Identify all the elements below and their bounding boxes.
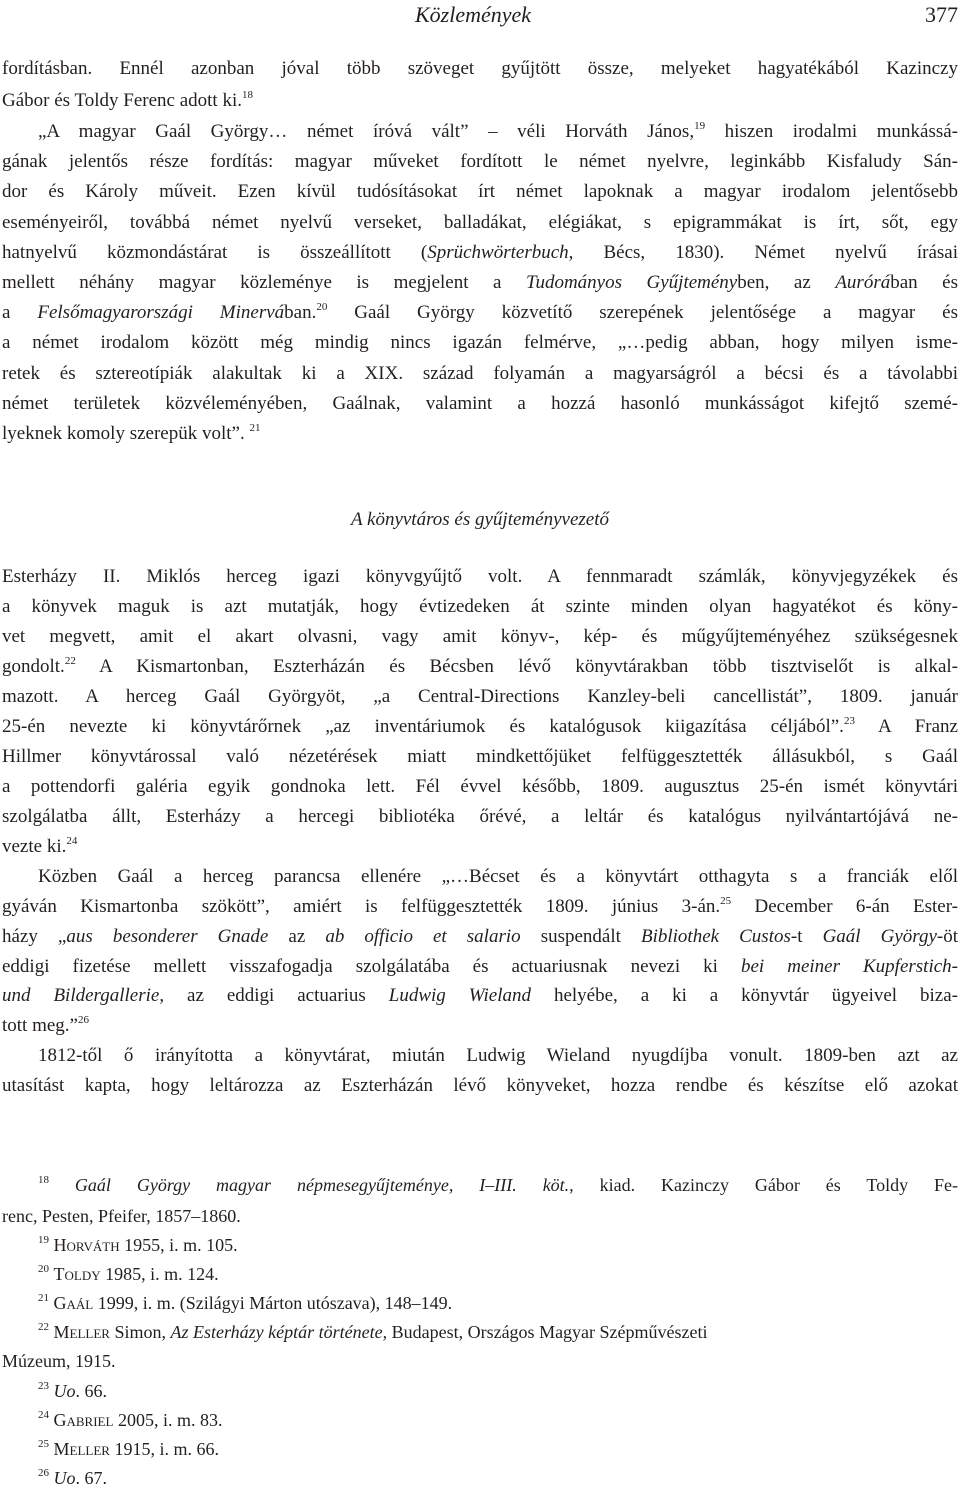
text-line: fordításban. Ennél azonban jóval több szöveget gyűjtött össze, melyeket hagyatékából Kazinczy [2, 58, 958, 79]
text-line: tott meg.”$^{26}$ [2, 1014, 89, 1036]
text-line: gondolt.$^{22}$ A Kismartonban, Eszterházán és Bécsben lévő könyvtárakban több tisztviselőt is alkal- [2, 655, 958, 677]
text-line: Közben Gaál a herceg parancsa ellenére „…Bécset és a könyvtárt otthagyta s a franciák elől [38, 866, 958, 887]
text-line: lyeknek komoly szerepük volt”. $^{21}$ [2, 422, 261, 444]
text-line: und Bildergallerie, az eddigi actuarius Ludwig Wieland helyébe, a ki a könyvtár ügyeivel biza- [2, 985, 958, 1006]
text-line: hatnyelvű közmondástárat is összeállított (Sprüchwörterbuch, Bécs, 1830). Német nyelvű írásai [2, 242, 958, 263]
text-line: a könyvek maguk is azt mutatják, hogy évtizedeken át szinte minden olyan hagyatékot és köny- [2, 596, 958, 617]
text-line: eddigi fizetése mellett visszafogadja szolgálatába és actuariusnak nevezi ki bei meiner Kupferstich- [2, 956, 958, 977]
text-line: szolgálatba állt, Esterházy a hercegi bibliotéka őrévé, a leltár és katalógus nyilvántartójává ne- [2, 806, 958, 827]
text-line: vet megvett, amit el akart olvasni, vagy amit könyv-, kép- és műgyűjteményéhez szükségesnek [2, 626, 958, 647]
footnote-ref: 23 [843, 715, 855, 727]
footnote-20: $^{20}$ Toldy 1985, i. m. 124. [38, 1263, 219, 1284]
footnote-ref: 24 [66, 835, 78, 847]
page-number: 377 [925, 2, 958, 27]
text-line: német területek közvéleményében, Gaálnak, valamint a hozzá hasonló munkásságot kifejtő szemé- [2, 393, 958, 414]
footnote-23: $^{23}$ Uo. 66. [38, 1380, 107, 1401]
text-line: eseményeiről, továbbá német nyelvű verseket, balladákat, elégiákat, s epigrammákat is írt, sőt, egy [2, 212, 958, 233]
footnote-ref: 18 [242, 89, 253, 101]
footnote-ref: 19 [694, 120, 706, 132]
text-line: gának jelentős része fordítás: magyar műveket fordított le német nyelvre, leginkább Kisfaludy Sán- [2, 151, 958, 172]
page-header [0, 2, 960, 26]
text-line: dor és Károly műveit. Ezen kívül tudósításokat írt német lapoknak a magyar irodalom jelentősebb [2, 181, 958, 202]
footnote-24: $^{24}$ Gabriel 2005, i. m. 83. [38, 1409, 223, 1430]
footnote-ref: 21 [249, 422, 261, 434]
footnote-26: $^{26}$ Uo. 67. [38, 1467, 107, 1488]
footnote-18: $^{18}$ Gaál György magyar népmesegyűjteménye, I–III. köt., kiad. Kazinczy Gábor és Toldy Fe- [38, 1174, 958, 1195]
footnote-ref: 25 [720, 895, 732, 907]
text-line: 1812-től ő irányította a könyvtárat, miután Ludwig Wieland nyugdíjba vonult. 1809-ben azt az [38, 1045, 958, 1066]
text-line: Gábor és Toldy Ferenc adott ki.$^{18}$ [2, 89, 253, 111]
text-line: mellett néhány magyar közleménye is megjelent a Tudományos Gyűjteményben, az Aurórában és [2, 272, 958, 293]
text-line: utasítást kapta, hogy leltározza az Eszterházán lévő könyveket, hozza rendbe és készítse elő azokat [2, 1075, 958, 1096]
text-line: Hillmer könyvtárossal való nézetérések miatt mindkettőjüket felfüggesztették állásukból, s Gaál [2, 746, 958, 767]
footnote-ref: 20 [316, 301, 328, 313]
text-line: retek és sztereotípiák alakultak ki a XIX. század folyamán a magyarságról a bécsi és a távolabbi [2, 363, 958, 384]
footnote-ref: 26 [77, 1014, 89, 1026]
text-line: 25-én nevezte ki könyvtárőrnek „az inventáriumok és katalógusok kiigazítása céljából”.$^{23}$ A Franz [2, 715, 958, 737]
footnote-22: $^{22}$ Meller Simon, Az Esterházy képtár története, Budapest, Országos Magyar Szépművészeti [38, 1321, 708, 1342]
footnote-ref: 22 [64, 655, 76, 667]
text-line: a pottendorfi galéria egyik gondnoka lett. Fél évvel később, 1809. augusztus 25-én ismét könyvtári [2, 776, 958, 797]
footnote-25: $^{25}$ Meller 1915, i. m. 66. [38, 1438, 219, 1459]
text-line: a Felsőmagyarországi Minervában.$^{20}$ Gaál György közvetítő szerepének jelentősége a magyar és [2, 301, 958, 323]
text-line: Esterházy II. Miklós herceg igazi könyvgyűjtő volt. A fennmaradt számlák, könyvjegyzékek és [2, 566, 958, 587]
footnote-18-continuation: renc, Pesten, Pfeifer, 1857–1860. [2, 1206, 241, 1226]
footnote-21: $^{21}$ Gaál 1999, i. m. (Szilágyi Márton utószava), 148–149. [38, 1292, 453, 1313]
footnote-19: $^{19}$ Horváth 1955, i. m. 105. [38, 1234, 238, 1255]
text-line: mazott. A herceg Gaál Györgyöt, „a Central-Directions Kanzley-beli cancellistát”, 1809. január [2, 686, 958, 707]
text-line: vezte ki.$^{24}$ [2, 835, 78, 857]
text-line: a német irodalom között még mindig nincs igazán felmérve, „…pedig abban, hogy milyen isme- [2, 332, 958, 353]
footnote-22-continuation: Múzeum, 1915. [2, 1351, 116, 1371]
section-title: A könyvtáros és gyűjteményvezető [351, 509, 609, 530]
text-line: „A magyar Gaál György… német íróvá vált” – véli Horváth János,$^{19}$ hiszen irodalmi munkássá- [38, 120, 959, 142]
text-line: gyáván Kismartonba szökött”, amiért is felfüggesztették 1809. június 3-án.$^{25}$ December 6-án Ester- [2, 895, 958, 917]
text-line: házy „aus besonderer Gnade az ab officio et salario suspendált Bibliothek Custos-t Gaál György-öt [2, 926, 959, 947]
running-title: Közlemények [415, 2, 532, 27]
